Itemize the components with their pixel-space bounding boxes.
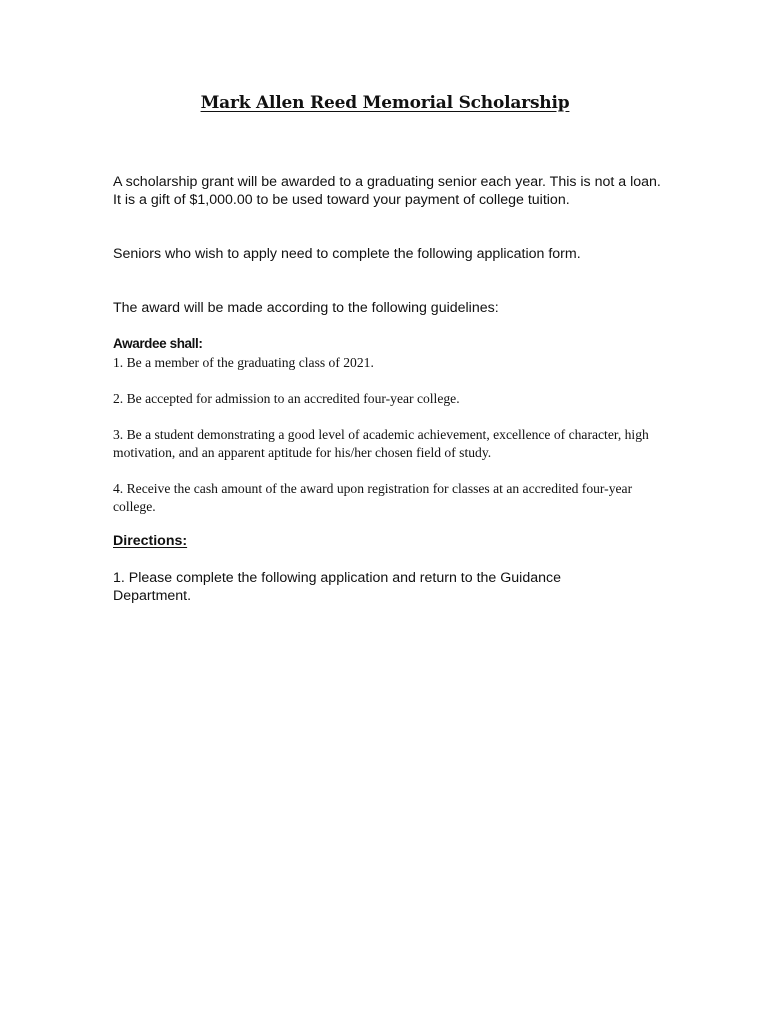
guideline-item: 4. Receive the cash amount of the award upon registration for classes at an accredited four-year college. bbox=[113, 481, 633, 514]
guideline-item: 2. Be accepted for admission to an accredited four-year college. bbox=[113, 391, 460, 406]
guideline-item: 1. Be a member of the graduating class of 2021. bbox=[113, 355, 374, 370]
awardee-heading: Awardee shall: bbox=[113, 336, 203, 351]
document-title: Mark Allen Reed Memorial Scholarship bbox=[200, 93, 570, 113]
directions-heading: Directions: bbox=[113, 533, 188, 549]
apply-paragraph: Seniors who wish to apply need to complete the following application form. bbox=[113, 246, 581, 262]
guideline-item: 3. Be a student demonstrating a good level of academic achievement, excellence of character, high motivation, and an apparent aptitude for his/her chosen field of study. bbox=[113, 427, 649, 460]
guidelines-intro: The award will be made according to the following guidelines: bbox=[113, 300, 499, 316]
intro-paragraph: A scholarship grant will be awarded to a graduating senior each year. This is not a loan. It is a gift of $1,000.00 to be used toward your payment of college tuition. bbox=[113, 174, 661, 208]
direction-item: 1. Please complete the following application and return to the Guidance Department. bbox=[113, 570, 561, 604]
